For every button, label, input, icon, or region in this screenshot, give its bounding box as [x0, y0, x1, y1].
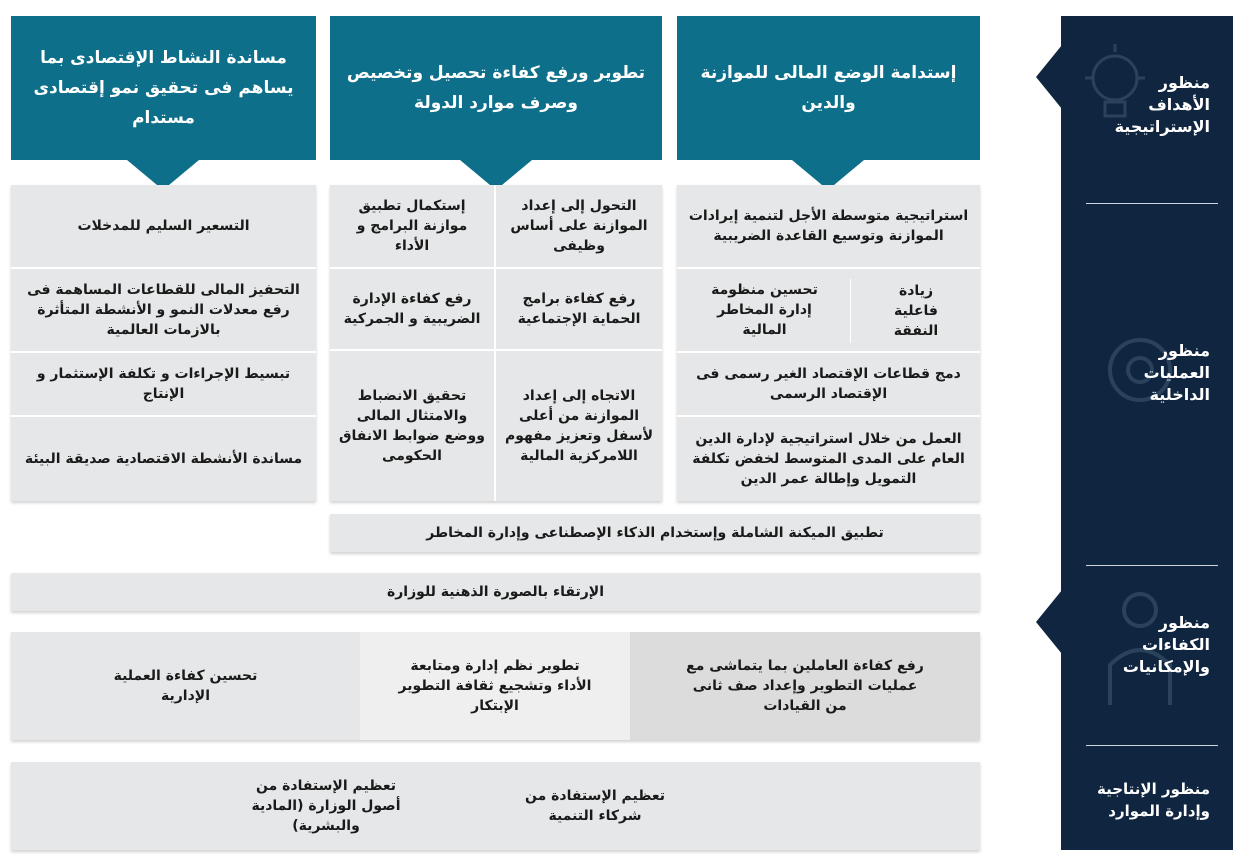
band-mental-image [11, 573, 980, 611]
objective-functional-budget [496, 185, 662, 267]
sidebar-divider [1086, 565, 1218, 566]
band-competency [11, 632, 980, 740]
objective-ministry-assets [211, 762, 441, 850]
goal-economic-support-text: مساندة النشاط الإقتصادى بما يساهم فى تحقيق نمو إقتصادى مستدام [33, 48, 294, 128]
objective-fiscal-discipline [330, 351, 494, 501]
objective-text: الاتجاه إلى إعداد الموازنة من أعلى لأسفل وتعزيز مفهوم اللامركزية المالية [504, 388, 654, 464]
perspective-competencies: منظور الكفاءات والإمكانيات [1122, 613, 1210, 676]
band-mechanization [330, 514, 980, 552]
objective-text: التحول إلى إعداد الموازنة على أساس وظيفى [510, 198, 648, 254]
objective-staff-efficiency [630, 632, 980, 740]
goal-economic-support [11, 16, 316, 160]
objective-text: إستكمال تطبيق موازنة البرامج و الأداء [356, 198, 468, 254]
sidebar-arrow-competency [1036, 590, 1062, 654]
objective-text: تعظيم الإستفادة من أصول الوزارة (المادية والبشرية) [251, 778, 401, 834]
band-text: الإرتقاء بالصورة الذهنية للوزارة [386, 584, 605, 600]
objective-text: تحسين منظومة إدارة المخاطر المالية [711, 282, 818, 338]
objective-simplify-procedures [11, 353, 316, 417]
goal-resource-efficiency-text: تطوير ورفع كفاءة تحصيل وتخصيص وصرف موارد الدولة [346, 63, 646, 113]
goal-financial-sustainability-text: إستدامة الوضع المالى للموازنة والدين [700, 63, 957, 113]
band-resources [11, 762, 980, 850]
band-text: تطبيق الميكنة الشاملة وإستخدام الذكاء الإصطناعى وإدارة المخاطر [426, 525, 884, 541]
objective-text: تحقيق الانضباط والامتثال المالى ووضع ضوابط الانفاق الحكومى [339, 388, 485, 464]
sidebar-arrow-goals [1036, 45, 1062, 109]
perspective-internal-processes: منظور العمليات الداخلية [1143, 341, 1210, 404]
objective-text: تعظيم الإستفادة من شركاء التنمية [525, 788, 665, 824]
goal-financial-sustainability [677, 16, 980, 160]
objective-text: رفع كفاءة برامج الحماية الإجتماعية [517, 291, 641, 327]
column-financial-sustainability [677, 185, 980, 501]
objective-spending-effectiveness [852, 269, 980, 353]
objective-text: زيادة فاعلية النفقة [893, 283, 939, 339]
objective-text: استراتيجية متوسطة الأجل لتنمية إيرادات الموازنة وتوسيع القاعدة الضريبية [688, 208, 969, 244]
objective-program-budget [330, 185, 494, 267]
objective-admin-efficiency [11, 632, 360, 740]
objective-text: التحفيز المالى للقطاعات المساهمة فى رفع معدلات النمو و الأنشطة المتأثرة بالازمات العالمية [27, 282, 300, 338]
objective-risk-management [677, 269, 852, 353]
objective-tax-customs [330, 269, 494, 349]
sidebar-divider [1086, 203, 1218, 204]
sidebar-divider [1086, 745, 1218, 746]
objective-text: تبسيط الإجراءات و تكلفة الإستثمار و الإنتاج [36, 366, 291, 402]
objective-text: مساندة الأنشطة الاقتصادية صديقة البيئة [24, 451, 303, 467]
objective-top-down-budget [496, 351, 662, 501]
perspective-productivity: منظور الإنتاجية وإدارة الموارد [1096, 780, 1210, 820]
perspectives-sidebar [1061, 16, 1233, 850]
objective-informal-economy [677, 353, 980, 417]
objective-input-pricing [11, 185, 316, 269]
perspective-strategic-goals: منظور الأهداف الإستراتيجية [1114, 73, 1210, 136]
column-economic-support [11, 185, 316, 501]
objective-fiscal-stimulus [11, 269, 316, 353]
objective-text: رفع كفاءة الإدارة الضريبية و الجمركية [343, 291, 481, 327]
objective-revenue-strategy [677, 185, 980, 269]
objective-text: التسعير السليم للمدخلات [77, 218, 250, 234]
goal-resource-efficiency [330, 16, 662, 160]
objective-text: تطوير نظم إدارة ومتابعة الأداء وتشجيع ثقافة التطوير الإبتكار [398, 658, 592, 714]
objective-text: تحسين كفاءة العملية الإدارية [113, 668, 258, 704]
objective-green-activities [11, 417, 316, 501]
objective-debt-strategy [677, 417, 980, 501]
objective-text: رفع كفاءة العاملين بما يتماشى مع عمليات التطوير وإعداد صف ثانى من القيادات [686, 658, 924, 714]
objective-performance-systems [360, 632, 630, 740]
objective-social-protection [496, 269, 662, 349]
objective-partners [410, 762, 780, 850]
objective-text: العمل من خلال استراتيجية لإدارة الدين العام على المدى المتوسط لخفض تكلفة التمويل وإطالة عمر الدين [692, 431, 965, 487]
objective-text: دمج قطاعات الإقتصاد الغير رسمى فى الإقتصاد الرسمى [696, 366, 961, 402]
column-resource-efficiency [330, 185, 662, 501]
